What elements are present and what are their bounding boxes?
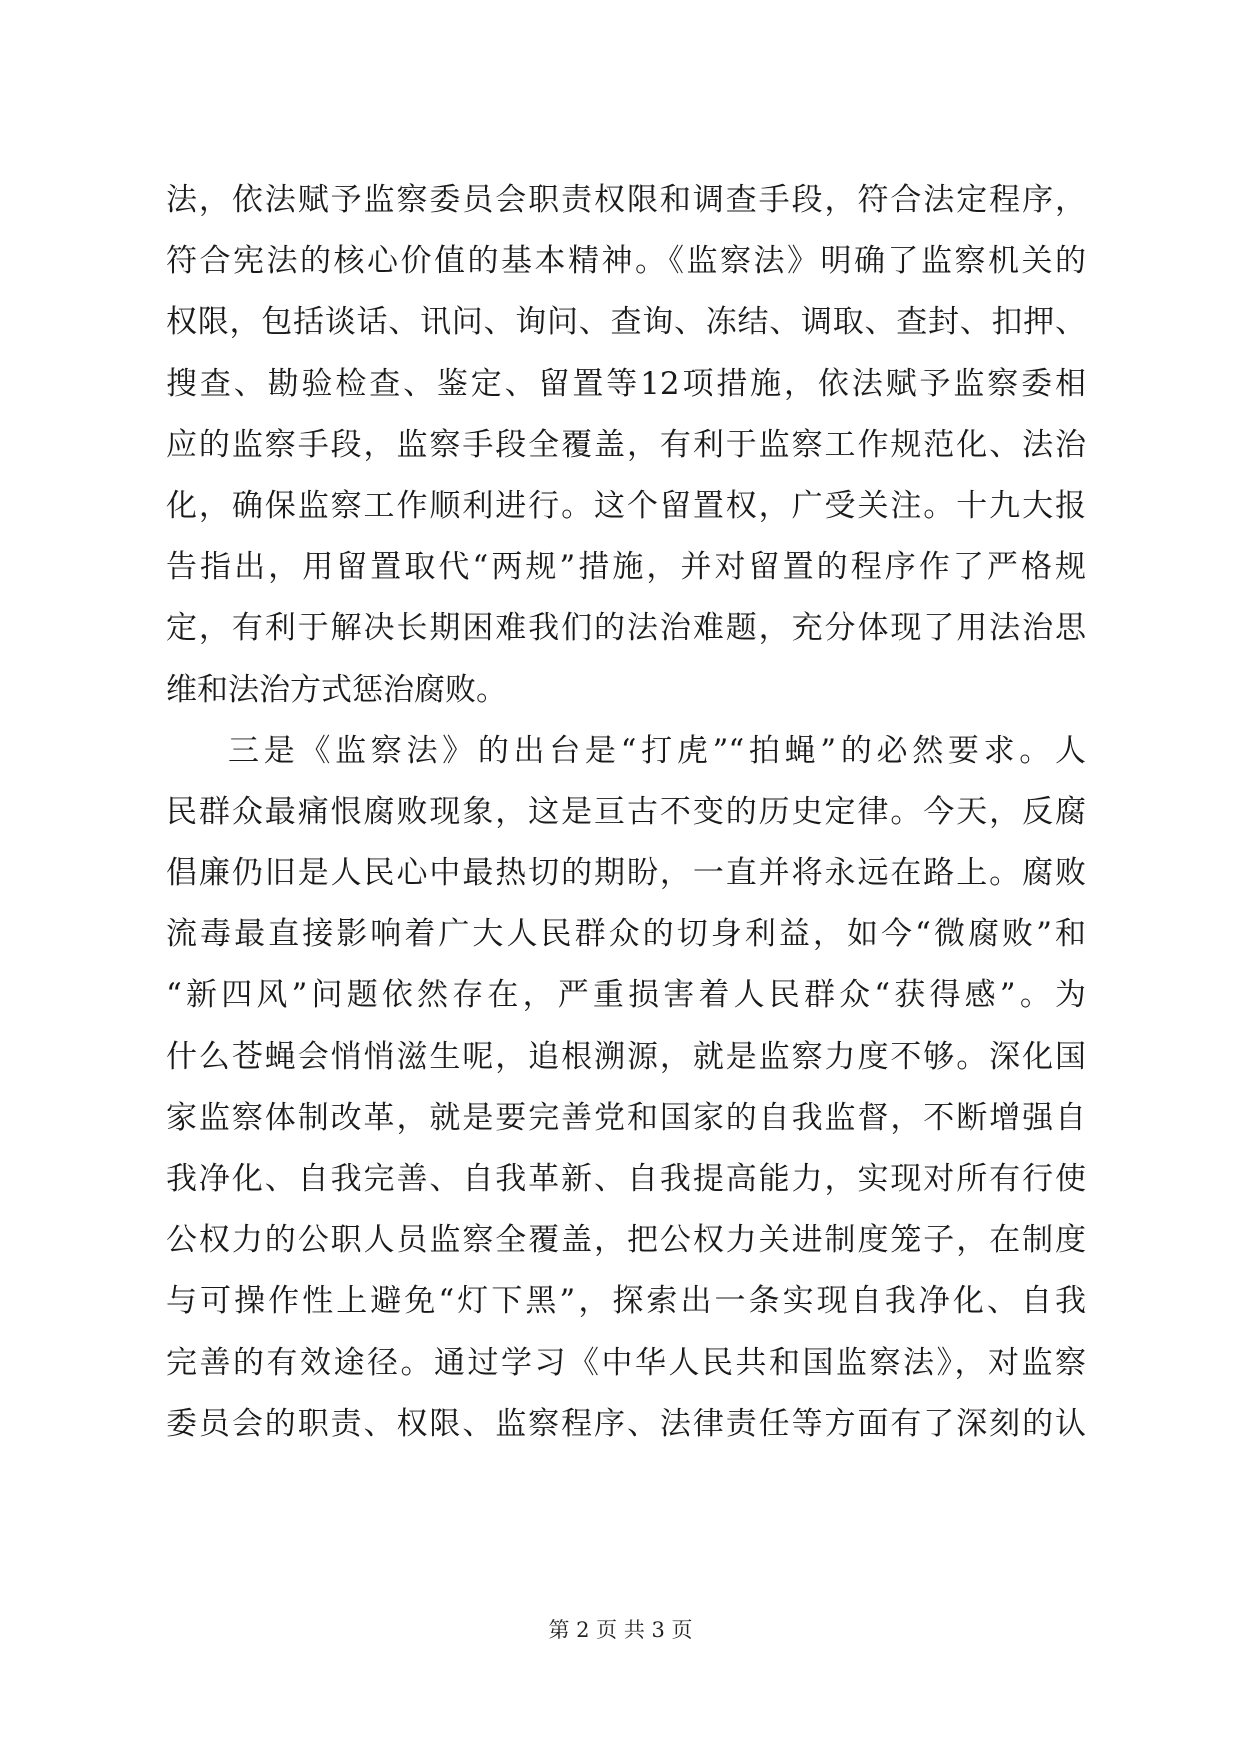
text-line: 法，依法赋予监察委员会职责权限和调查手段，符合法定程序， xyxy=(166,182,1086,218)
text-line: 流毒最直接影响着广大人民群众的切身利益，如今“微腐败”和 xyxy=(166,916,1086,953)
text-line: 委员会的职责、权限、监察程序、法律责任等方面有了深刻的认 xyxy=(166,1405,1086,1442)
body-text xyxy=(166,170,1086,1455)
text-line: 完善的有效途径。通过学习《中华人民共和国监察法》，对监察 xyxy=(166,1344,1086,1381)
text-line: 倡廉仍旧是人民心中最热切的期盼，一直并将永远在路上。腐败 xyxy=(166,855,1086,892)
text-line: 与可操作性上避免“灯下黑”，探索出一条实现自我净化、自我 xyxy=(166,1283,1086,1320)
text-line: 公权力的公职人员监察全覆盖，把公权力关进制度笼子，在制度 xyxy=(166,1222,1086,1259)
text-line: 家监察体制改革，就是要完善党和国家的自我监督，不断增强自 xyxy=(166,1099,1086,1136)
text-line: 告指出，用留置取代“两规”措施，并对留置的程序作了严格规 xyxy=(166,549,1086,586)
text-line: 搜查、勘验检查、鉴定、留置等12项措施，依法赋予监察委相 xyxy=(166,365,1086,402)
text-line: 我净化、自我完善、自我革新、自我提高能力，实现对所有行使 xyxy=(166,1161,1086,1197)
page-number-footer: 第 2 页 共 3 页 xyxy=(548,1618,693,1642)
text-line: 化，确保监察工作顺利进行。这个留置权，广受关注。十九大报 xyxy=(166,487,1086,524)
text-line: “新四风”问题依然存在，严重损害着人民群众“获得感”。为 xyxy=(166,977,1086,1014)
text-line: 应的监察手段，监察手段全覆盖，有利于监察工作规范化、法治 xyxy=(166,426,1086,463)
text-line: 维和法治方式惩治腐败。 xyxy=(166,671,507,708)
text-line: 什么苍蝇会悄悄滋生呢，追根溯源，就是监察力度不够。深化国 xyxy=(166,1038,1086,1075)
text-line: 定，有利于解决长期困难我们的法治难题，充分体现了用法治思 xyxy=(166,610,1086,647)
text-line: 民群众最痛恨腐败现象，这是亘古不变的历史定律。今天，反腐 xyxy=(166,793,1086,830)
paragraph-start-line: 三是《监察法》的出台是“打虎”“拍蝇”的必然要求。人 xyxy=(228,732,1086,769)
text-line: 权限，包括谈话、讯问、询问、查询、冻结、调取、查封、扣押、 xyxy=(166,304,1086,341)
text-line: 符合宪法的核心价值的基本精神。《监察法》明确了监察机关的 xyxy=(166,243,1086,280)
